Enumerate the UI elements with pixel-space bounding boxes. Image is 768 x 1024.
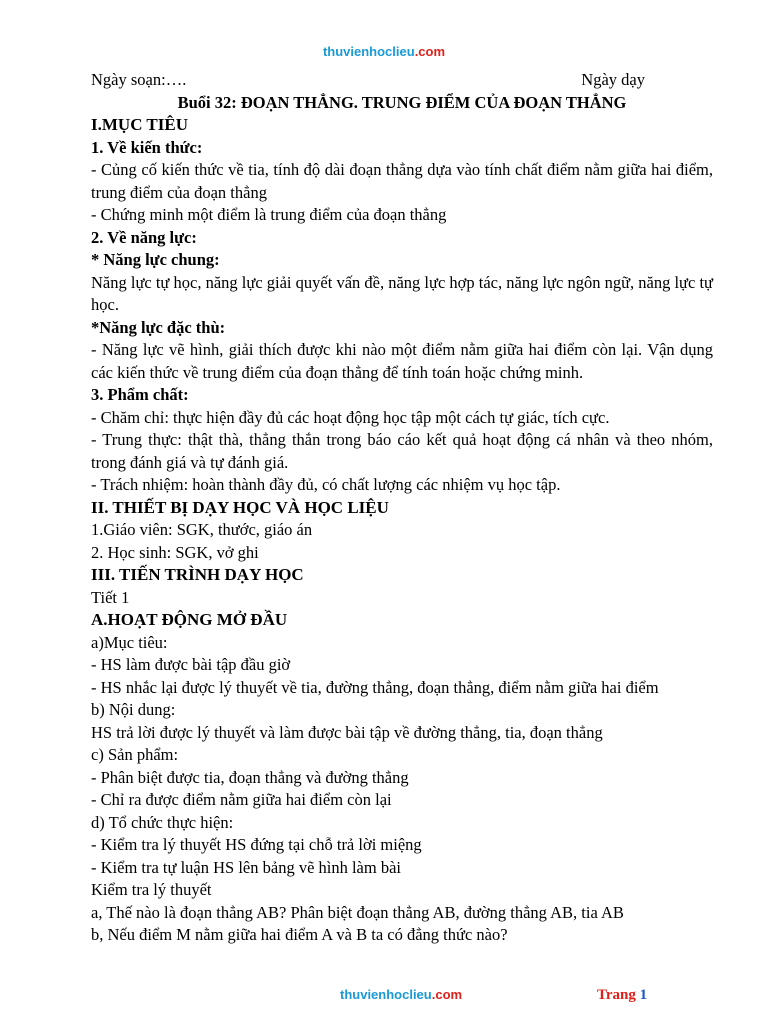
lesson-title: Buổi 32: ĐOẠN THẲNG. TRUNG ĐIỂM CỦA ĐOẠN THẲNG bbox=[177, 92, 627, 112]
date-taught: Ngày dạy bbox=[581, 70, 645, 89]
objectives-label: a)Mục tiêu: bbox=[91, 632, 168, 652]
document-body bbox=[91, 69, 713, 947]
general-competence-text: Năng lực tự học, năng lực giải quyết vấn đề, năng lực hợp tác, năng lực ngôn ngữ, năng lực tự học. bbox=[91, 272, 713, 314]
content-label: b) Nội dung: bbox=[91, 700, 176, 719]
organization-label: d) Tổ chức thực hiện: bbox=[91, 812, 234, 832]
organization-item-1: - Kiểm tra lý thuyết HS đứng tại chỗ trả lời miệng bbox=[91, 835, 422, 854]
qualities-heading: 3. Phẩm chất: bbox=[91, 385, 189, 404]
header-site-name bbox=[0, 44, 768, 59]
footer-site-name-tld: .com bbox=[431, 987, 463, 1002]
product-item-2: - Chỉ ra được điểm nằm giữa hai điểm còn lại bbox=[91, 790, 392, 809]
objective-item-2: - HS nhắc lại được lý thuyết về tia, đường thẳng, đoạn thẳng, điểm nằm giữa hai điểm bbox=[91, 677, 659, 697]
footer-site-name bbox=[340, 987, 462, 1002]
product-label: c) Sản phẩm: bbox=[91, 745, 179, 764]
section-objectives-heading: I.MỤC TIÊU bbox=[91, 115, 188, 134]
theory-check-label: Kiểm tra lý thuyết bbox=[91, 880, 212, 899]
period-label: Tiết 1 bbox=[91, 587, 130, 607]
question-b: b, Nếu điểm M nằm giữa hai điểm A và B ta có đẳng thức nào? bbox=[91, 925, 508, 944]
knowledge-item-1: - Củng cố kiến thức về tia, tính độ dài đoạn thẳng dựa vào tính chất điểm nằm giữa hai điểm, trung điểm của đoạn thẳng bbox=[91, 160, 713, 202]
quality-honesty: - Trung thực: thật thà, thẳng thắn trong báo cáo kết quả hoạt động cá nhân và theo nhóm, trong đánh giá và tự đánh giá. bbox=[91, 430, 713, 472]
section-process-heading: III. TIẾN TRÌNH DẠY HỌC bbox=[91, 565, 304, 584]
date-prepared: Ngày soạn:…. bbox=[91, 70, 187, 89]
product-item-1: - Phân biệt được tia, đoạn thẳng và đường thẳng bbox=[91, 767, 409, 787]
specific-competence-text: - Năng lực vẽ hình, giải thích được khi nào một điểm nằm giữa hai điểm còn lại. Vận dụng các kiến thức về trung điểm của đoạn thẳng để tính toán hoặc chứng minh. bbox=[91, 340, 713, 382]
content-item-1: HS trả lời được lý thuyết và làm được bài tập về đường thẳng, tia, đoạn thẳng bbox=[91, 722, 603, 742]
objective-item-1: - HS làm được bài tập đầu giờ bbox=[91, 655, 291, 674]
equipment-teacher: 1.Giáo viên: SGK, thước, giáo án bbox=[91, 520, 313, 539]
page-label: Trang bbox=[597, 987, 636, 1003]
page-number-value: 1 bbox=[639, 987, 648, 1003]
date-row bbox=[91, 69, 713, 92]
question-a: a, Thế nào là đoạn thẳng AB? Phân biệt đoạn thẳng AB, đường thẳng AB, tia AB bbox=[91, 902, 624, 922]
header-site-name-main: thuvienhoclieu bbox=[322, 44, 415, 59]
header-site-name-tld: .com bbox=[414, 44, 446, 59]
organization-item-2: - Kiểm tra tự luận HS lên bảng vẽ hình làm bài bbox=[91, 857, 401, 877]
quality-diligence: - Chăm chỉ: thực hiện đầy đủ các hoạt động học tập một cách tự giác, tích cực. bbox=[91, 407, 610, 427]
specific-competence-heading: *Năng lực đặc thù: bbox=[91, 317, 226, 337]
knowledge-heading: 1. Về kiến thức: bbox=[91, 137, 203, 157]
opening-activity-heading: A.HOẠT ĐỘNG MỞ ĐẦU bbox=[91, 610, 288, 629]
quality-responsibility: - Trách nhiệm: hoàn thành đầy đủ, có chất lượng các nhiệm vụ học tập. bbox=[91, 475, 561, 494]
equipment-student: 2. Học sinh: SGK, vở ghi bbox=[91, 542, 259, 562]
footer-site-name-main: thuvienhoclieu bbox=[340, 987, 432, 1002]
page-number bbox=[597, 987, 647, 1004]
general-competence-heading: * Năng lực chung: bbox=[91, 250, 220, 269]
competence-heading: 2. Về năng lực: bbox=[91, 227, 197, 247]
knowledge-item-2: - Chứng minh một điểm là trung điểm của đoạn thẳng bbox=[91, 205, 447, 224]
section-equipment-heading: II. THIẾT BỊ DẠY HỌC VÀ HỌC LIỆU bbox=[91, 497, 389, 517]
